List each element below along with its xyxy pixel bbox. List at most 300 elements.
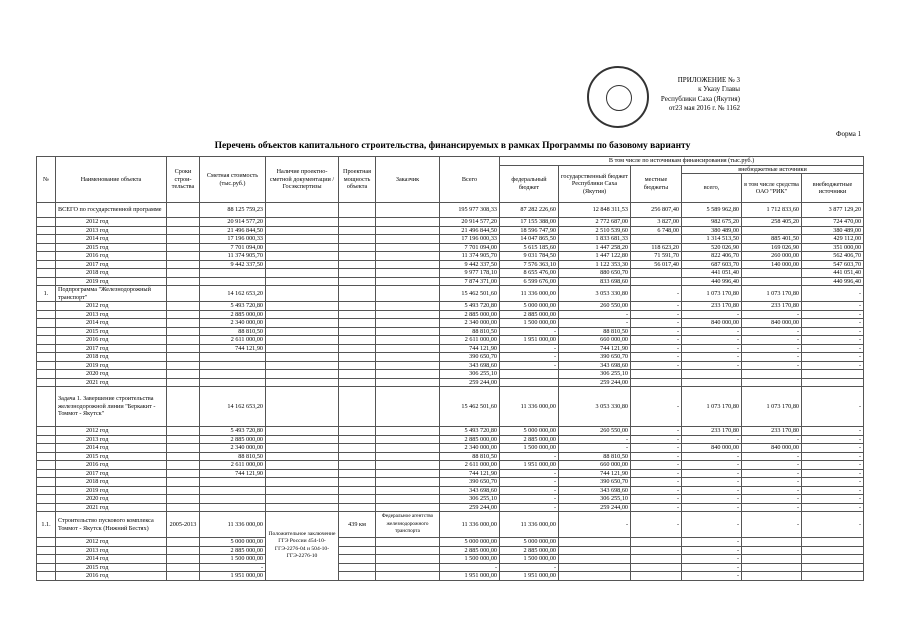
table-row <box>37 260 864 269</box>
cell-capacity <box>339 435 376 444</box>
cell-capacity <box>339 319 376 328</box>
cell-name: 2019 год <box>56 361 167 370</box>
cell-total: 1 951 000,00 <box>440 572 500 581</box>
cell-ext: 440 996,40 <box>682 277 742 286</box>
cell-docs <box>266 452 339 461</box>
col-terms: Сроки строи-тельства <box>167 157 200 203</box>
cell-terms <box>167 277 200 286</box>
cell-estimate: 1 951 000,00 <box>200 572 266 581</box>
cell-num <box>37 302 56 311</box>
cell-customer <box>376 286 440 302</box>
cell-fed <box>500 370 559 379</box>
cell-local <box>631 277 682 286</box>
cell-capacity <box>339 469 376 478</box>
cell-docs <box>266 469 339 478</box>
cell-total: 1 500 000,00 <box>440 555 500 564</box>
cell-ext: - <box>682 538 742 547</box>
cell-state: 390 650,70 <box>559 478 631 487</box>
cell-fed: 1 500 000,00 <box>500 555 559 564</box>
cell-oth: - <box>802 344 864 353</box>
cell-name: 2014 год <box>56 444 167 453</box>
cell-capacity <box>339 503 376 512</box>
cell-oth: 562 406,70 <box>802 252 864 261</box>
cell-capacity <box>339 563 376 572</box>
cell-state: 2 772 687,00 <box>559 218 631 227</box>
cell-num <box>37 378 56 387</box>
cell-oth: - <box>802 361 864 370</box>
cell-ext: - <box>682 486 742 495</box>
cell-capacity <box>339 495 376 504</box>
cell-docs <box>266 319 339 328</box>
cell-state: - <box>559 435 631 444</box>
cell-estimate: 2 885 000,00 <box>200 435 266 444</box>
cell-name: Подпрограмма "Железнодорожный транспорт" <box>56 286 167 302</box>
cell-num <box>37 336 56 345</box>
cell-local: - <box>631 286 682 302</box>
cell-local: - <box>631 353 682 362</box>
cell-fed: 5 000 000,00 <box>500 427 559 436</box>
cell-total: 343 698,60 <box>440 486 500 495</box>
cell-terms <box>167 378 200 387</box>
cell-terms <box>167 327 200 336</box>
cell-capacity <box>339 302 376 311</box>
cell-estimate: 20 914 577,20 <box>200 218 266 227</box>
cell-rik <box>742 370 802 379</box>
cell-num <box>37 427 56 436</box>
cell-ext: 840 000,00 <box>682 319 742 328</box>
cell-rik: - <box>742 344 802 353</box>
cell-customer <box>376 203 440 218</box>
cell-terms <box>167 478 200 487</box>
cell-total: 744 121,90 <box>440 469 500 478</box>
cell-name: 2015 год <box>56 327 167 336</box>
cell-estimate: 2 611 000,00 <box>200 461 266 470</box>
cell-ext: 233 170,80 <box>682 302 742 311</box>
cell-capacity <box>339 286 376 302</box>
cell-capacity <box>339 218 376 227</box>
cell-customer <box>376 370 440 379</box>
cell-num <box>37 387 56 427</box>
cell-capacity <box>339 327 376 336</box>
table-row <box>37 286 864 302</box>
cell-ext: - <box>682 452 742 461</box>
cell-total: 2 885 000,00 <box>440 435 500 444</box>
cell-customer <box>376 235 440 244</box>
cell-state: 660 000,00 <box>559 461 631 470</box>
cell-num <box>37 269 56 278</box>
cell-terms <box>167 226 200 235</box>
cell-terms <box>167 555 200 564</box>
cell-docs <box>266 495 339 504</box>
cell-capacity <box>339 486 376 495</box>
cell-local: - <box>631 486 682 495</box>
cell-oth: - <box>802 319 864 328</box>
cell-num <box>37 435 56 444</box>
cell-ext: - <box>682 469 742 478</box>
cell-terms <box>167 252 200 261</box>
cell-terms <box>167 444 200 453</box>
table-row <box>37 503 864 512</box>
cell-rik: 233 170,80 <box>742 427 802 436</box>
cell-ext: - <box>682 478 742 487</box>
cell-estimate <box>200 370 266 379</box>
cell-fed: - <box>500 353 559 362</box>
cell-local <box>631 269 682 278</box>
cell-docs <box>266 260 339 269</box>
cell-oth: - <box>802 327 864 336</box>
cell-total: 744 121,90 <box>440 344 500 353</box>
cell-total: 390 650,70 <box>440 353 500 362</box>
cell-total: 2 885 000,00 <box>440 310 500 319</box>
cell-docs <box>266 370 339 379</box>
col-extra-total: всего, <box>682 174 742 203</box>
cell-fed: 1 951 000,00 <box>500 461 559 470</box>
col-name: Наименование объекта <box>56 157 167 203</box>
cell-total: 9 977 178,10 <box>440 269 500 278</box>
cell-oth: - <box>802 444 864 453</box>
cell-state: 88 810,50 <box>559 327 631 336</box>
cell-ext: - <box>682 361 742 370</box>
cell-ext <box>682 378 742 387</box>
cell-total: 2 611 000,00 <box>440 336 500 345</box>
table-row <box>37 344 864 353</box>
cell-capacity <box>339 478 376 487</box>
cell-oth: 380 489,00 <box>802 226 864 235</box>
cell-rik: 233 170,80 <box>742 302 802 311</box>
cell-customer <box>376 444 440 453</box>
cell-oth: - <box>802 478 864 487</box>
cell-ext: - <box>682 546 742 555</box>
cell-name: 2016 год <box>56 461 167 470</box>
cell-oth <box>802 572 864 581</box>
cell-oth: - <box>802 286 864 302</box>
cell-rik <box>742 555 802 564</box>
cell-customer <box>376 538 440 547</box>
cell-local: - <box>631 444 682 453</box>
cell-terms <box>167 353 200 362</box>
cell-fed: - <box>500 503 559 512</box>
cell-rik: 260 000,00 <box>742 252 802 261</box>
cell-estimate: 2 340 000,00 <box>200 319 266 328</box>
cell-state: 259 244,00 <box>559 503 631 512</box>
cell-state: 259 244,00 <box>559 378 631 387</box>
cell-estimate: 5 493 720,80 <box>200 427 266 436</box>
cell-local: - <box>631 387 682 427</box>
cell-estimate <box>200 378 266 387</box>
cell-num <box>37 469 56 478</box>
cell-total: - <box>440 563 500 572</box>
cell-oth: - <box>802 452 864 461</box>
cell-terms: 2005-2013 <box>167 512 200 538</box>
table-row <box>37 427 864 436</box>
cell-state: 744 121,90 <box>559 469 631 478</box>
table-row <box>37 226 864 235</box>
cell-num <box>37 203 56 218</box>
cell-num <box>37 361 56 370</box>
cell-customer <box>376 503 440 512</box>
cell-rik: - <box>742 361 802 370</box>
table-row <box>37 538 864 547</box>
cell-num <box>37 444 56 453</box>
form-label: Форма 1 <box>836 130 862 138</box>
cell-estimate <box>200 486 266 495</box>
cell-name: 2016 год <box>56 572 167 581</box>
cell-capacity <box>339 378 376 387</box>
cell-state: 880 650,70 <box>559 269 631 278</box>
cell-fed: 11 336 000,00 <box>500 387 559 427</box>
cell-state: 3 053 330,80 <box>559 286 631 302</box>
cell-rik: - <box>742 478 802 487</box>
cell-ext: - <box>682 555 742 564</box>
cell-docs <box>266 461 339 470</box>
cell-terms <box>167 269 200 278</box>
cell-terms <box>167 344 200 353</box>
table-row <box>37 361 864 370</box>
cell-oth: - <box>802 512 864 538</box>
cell-terms <box>167 538 200 547</box>
cell-customer <box>376 461 440 470</box>
cell-customer <box>376 327 440 336</box>
table-row <box>37 546 864 555</box>
table-row <box>37 203 864 218</box>
cell-customer <box>376 478 440 487</box>
cell-fed: - <box>500 486 559 495</box>
cell-num <box>37 252 56 261</box>
cell-name: 2015 год <box>56 452 167 461</box>
cell-total: 88 810,50 <box>440 452 500 461</box>
cell-total: 17 196 000,33 <box>440 235 500 244</box>
cell-fed: 8 655 476,00 <box>500 269 559 278</box>
cell-customer <box>376 269 440 278</box>
cell-fed: 1 500 000,00 <box>500 319 559 328</box>
cell-total: 11 336 000,00 <box>440 512 500 538</box>
cell-rik <box>742 572 802 581</box>
cell-name: 2020 год <box>56 495 167 504</box>
cell-total: 2 340 000,00 <box>440 444 500 453</box>
cell-num <box>37 563 56 572</box>
cell-estimate: 5 493 720,80 <box>200 302 266 311</box>
cell-name: 2017 год <box>56 260 167 269</box>
cell-docs <box>266 444 339 453</box>
cell-docs <box>266 286 339 302</box>
cell-fed: - <box>500 344 559 353</box>
cell-num <box>37 319 56 328</box>
cell-capacity <box>339 260 376 269</box>
cell-name: 2013 год <box>56 546 167 555</box>
cell-terms <box>167 203 200 218</box>
cell-state: 833 698,60 <box>559 277 631 286</box>
cell-ext: 822 406,70 <box>682 252 742 261</box>
cell-fed: - <box>500 563 559 572</box>
cell-capacity <box>339 226 376 235</box>
cell-customer <box>376 563 440 572</box>
cell-terms <box>167 572 200 581</box>
cell-ext <box>682 370 742 379</box>
cell-rik: 840 000,00 <box>742 319 802 328</box>
cell-rik: 885 401,50 <box>742 235 802 244</box>
cell-state: 1 447 122,80 <box>559 252 631 261</box>
table-row <box>37 378 864 387</box>
cell-oth: - <box>802 469 864 478</box>
cell-total: 259 244,00 <box>440 378 500 387</box>
cell-estimate: 14 162 653,20 <box>200 387 266 427</box>
cell-capacity <box>339 336 376 345</box>
cell-total: 15 462 501,60 <box>440 387 500 427</box>
cell-capacity <box>339 235 376 244</box>
cell-state: - <box>559 310 631 319</box>
col-state: государственный бюджет Республики Саха (Якутия) <box>559 165 631 203</box>
cell-estimate: 9 442 337,50 <box>200 260 266 269</box>
cell-estimate <box>200 353 266 362</box>
cell-terms <box>167 218 200 227</box>
cell-customer <box>376 226 440 235</box>
cell-terms <box>167 495 200 504</box>
cell-rik <box>742 277 802 286</box>
cell-oth: - <box>802 503 864 512</box>
cell-local: - <box>631 319 682 328</box>
cell-state <box>559 572 631 581</box>
col-customer: Заказчик <box>376 157 440 203</box>
cell-state <box>559 538 631 547</box>
cell-estimate: 11 336 000,00 <box>200 512 266 538</box>
cell-terms <box>167 427 200 436</box>
cell-name: Строительство пускового комплекса Томмот - Якутск (Нижний Бестях) <box>56 512 167 538</box>
cell-local: - <box>631 327 682 336</box>
cell-name: 2013 год <box>56 310 167 319</box>
cell-terms <box>167 486 200 495</box>
cell-estimate: 17 196 000,33 <box>200 235 266 244</box>
cell-total: 306 255,10 <box>440 370 500 379</box>
cell-estimate: 5 000 000,00 <box>200 538 266 547</box>
cell-rik: - <box>742 435 802 444</box>
cell-local: - <box>631 503 682 512</box>
cell-name: 2012 год <box>56 538 167 547</box>
cell-ext: - <box>682 344 742 353</box>
cell-capacity <box>339 203 376 218</box>
cell-state: 12 848 311,53 <box>559 203 631 218</box>
cell-docs <box>266 302 339 311</box>
cell-num <box>37 226 56 235</box>
cell-customer <box>376 252 440 261</box>
cell-customer <box>376 336 440 345</box>
cell-num: 1.1. <box>37 512 56 538</box>
cell-capacity <box>339 546 376 555</box>
cell-oth: - <box>802 302 864 311</box>
cell-estimate: 21 496 844,50 <box>200 226 266 235</box>
cell-rik: - <box>742 486 802 495</box>
appendix-line: ПРИЛОЖЕНИЕ № 3 <box>677 76 740 84</box>
cell-estimate <box>200 277 266 286</box>
cell-estimate: 744 121,90 <box>200 344 266 353</box>
cell-local: - <box>631 310 682 319</box>
cell-name: 2018 год <box>56 478 167 487</box>
table-row <box>37 218 864 227</box>
cell-state: 306 255,10 <box>559 370 631 379</box>
cell-fed: 87 282 226,60 <box>500 203 559 218</box>
cell-state: - <box>559 319 631 328</box>
cell-rik <box>742 226 802 235</box>
cell-docs <box>266 218 339 227</box>
appendix-line: Республики Саха (Якутия) <box>660 94 740 103</box>
cell-customer <box>376 435 440 444</box>
cell-oth <box>802 538 864 547</box>
col-group-extra: внебюджетные источники <box>682 165 864 174</box>
cell-estimate: 88 810,50 <box>200 452 266 461</box>
cell-estimate: 88 125 759,23 <box>200 203 266 218</box>
table-row <box>37 387 864 427</box>
cell-rik: - <box>742 353 802 362</box>
cell-rik <box>742 538 802 547</box>
cell-capacity <box>339 387 376 427</box>
cell-oth: 3 877 129,20 <box>802 203 864 218</box>
cell-local: - <box>631 469 682 478</box>
cell-local: 256 807,40 <box>631 203 682 218</box>
cell-rik <box>742 546 802 555</box>
cell-customer <box>376 310 440 319</box>
cell-customer <box>376 243 440 252</box>
cell-ext: - <box>682 353 742 362</box>
cell-fed: 18 596 747,90 <box>500 226 559 235</box>
cell-local <box>631 370 682 379</box>
cell-docs <box>266 387 339 427</box>
appendix-block <box>620 76 740 114</box>
cell-docs <box>266 353 339 362</box>
cell-state: 744 121,90 <box>559 344 631 353</box>
cell-docs <box>266 327 339 336</box>
table-row <box>37 310 864 319</box>
cell-local: 3 827,00 <box>631 218 682 227</box>
cell-rik: - <box>742 495 802 504</box>
cell-rik: - <box>742 503 802 512</box>
cell-local: 71 591,70 <box>631 252 682 261</box>
cell-fed: 14 047 865,50 <box>500 235 559 244</box>
cell-docs <box>266 378 339 387</box>
table-row <box>37 452 864 461</box>
cell-oth: - <box>802 495 864 504</box>
cell-state: - <box>559 444 631 453</box>
cell-name: ВСЕГО по государственной программе <box>56 203 167 218</box>
cell-total: 390 650,70 <box>440 478 500 487</box>
cell-estimate <box>200 478 266 487</box>
table-row <box>37 461 864 470</box>
col-group-sources: В том числе по источникам финансирования (тыс.руб.) <box>500 157 864 166</box>
table-row <box>37 252 864 261</box>
cell-fed: 2 885 000,00 <box>500 546 559 555</box>
cell-state: 2 510 539,60 <box>559 226 631 235</box>
cell-num <box>37 461 56 470</box>
cell-docs <box>266 277 339 286</box>
cell-terms <box>167 302 200 311</box>
cell-name: 2013 год <box>56 226 167 235</box>
cell-total: 11 374 905,70 <box>440 252 500 261</box>
cell-state <box>559 546 631 555</box>
cell-terms <box>167 370 200 379</box>
table-row <box>37 495 864 504</box>
cell-name: 2014 год <box>56 319 167 328</box>
cell-rik: 1 073 170,80 <box>742 286 802 302</box>
cell-terms <box>167 469 200 478</box>
cell-fed: 2 885 000,00 <box>500 310 559 319</box>
table-row <box>37 243 864 252</box>
table-row <box>37 512 864 538</box>
cell-ext: - <box>682 310 742 319</box>
cell-ext: 982 675,20 <box>682 218 742 227</box>
appendix-line: от23 мая 2016 г. № 1162 <box>668 104 740 113</box>
col-docs: Наличие проектно-сметной документации / Госэкспертизы <box>266 157 339 203</box>
cell-capacity <box>339 361 376 370</box>
cell-num: 1. <box>37 286 56 302</box>
cell-customer <box>376 344 440 353</box>
